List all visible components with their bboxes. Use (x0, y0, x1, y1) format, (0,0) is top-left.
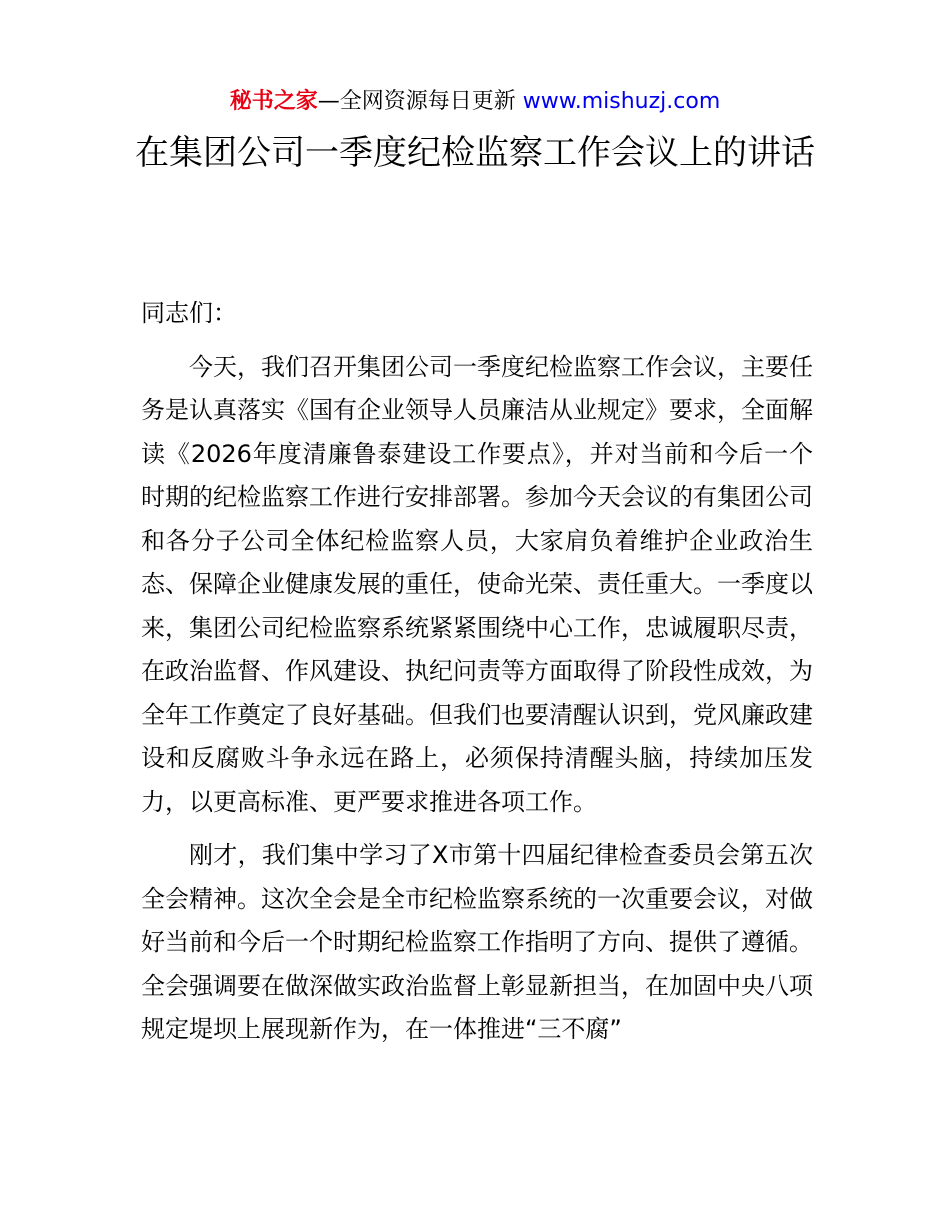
site-header (0, 86, 950, 118)
site-brand: 秘书之家 (229, 89, 318, 114)
salutation: 同志们： (141, 299, 237, 327)
document-title: 在集团公司一季度纪检监察工作会议上的讲话 (135, 133, 815, 173)
site-url-link[interactable]: www.mishuzj.com (522, 89, 721, 114)
paragraph: 刚才，我们集中学习了X市第十四届纪律检查委员会第五次全会精神。这次全会是全市纪检监察系统的一次重要会议，对做好当前和今后一个时期纪检监察工作指明了方向、提供了遵循。全会强调要在做深做实政治监督上彰显新担当，在加固中央八项规定堤坝上展现新作为，在一体推进“三不腐” (141, 841, 813, 1043)
site-tagline: —全网资源每日更新 (317, 89, 523, 114)
paragraph: 今天，我们召开集团公司一季度纪检监察工作会议，主要任务是认真落实《国有企业领导人员廉洁从业规定》要求，全面解读《2026年度清廉鲁泰建设工作要点》，并对当前和今后一个时期的纪检监察工作进行安排部署。参加今天会议的有集团公司和各分子公司全体纪检监察人员，大家肩负着维护企业政治生态、保障企业健康发展的重任，使命光荣、责任重大。一季度以来，集团公司纪检监察系统紧紧围绕中心工作，忠诚履职尽责，在政治监督、作风建设、执纪问责等方面取得了阶段性成效，为全年工作奠定了良好基础。但我们也要清醒认识到，党风廉政建设和反腐败斗争永远在路上，必须保持清醒头脑，持续加压发力，以更高标准、更严要求推进各项工作。 (141, 352, 813, 816)
document-body (141, 292, 813, 1062)
